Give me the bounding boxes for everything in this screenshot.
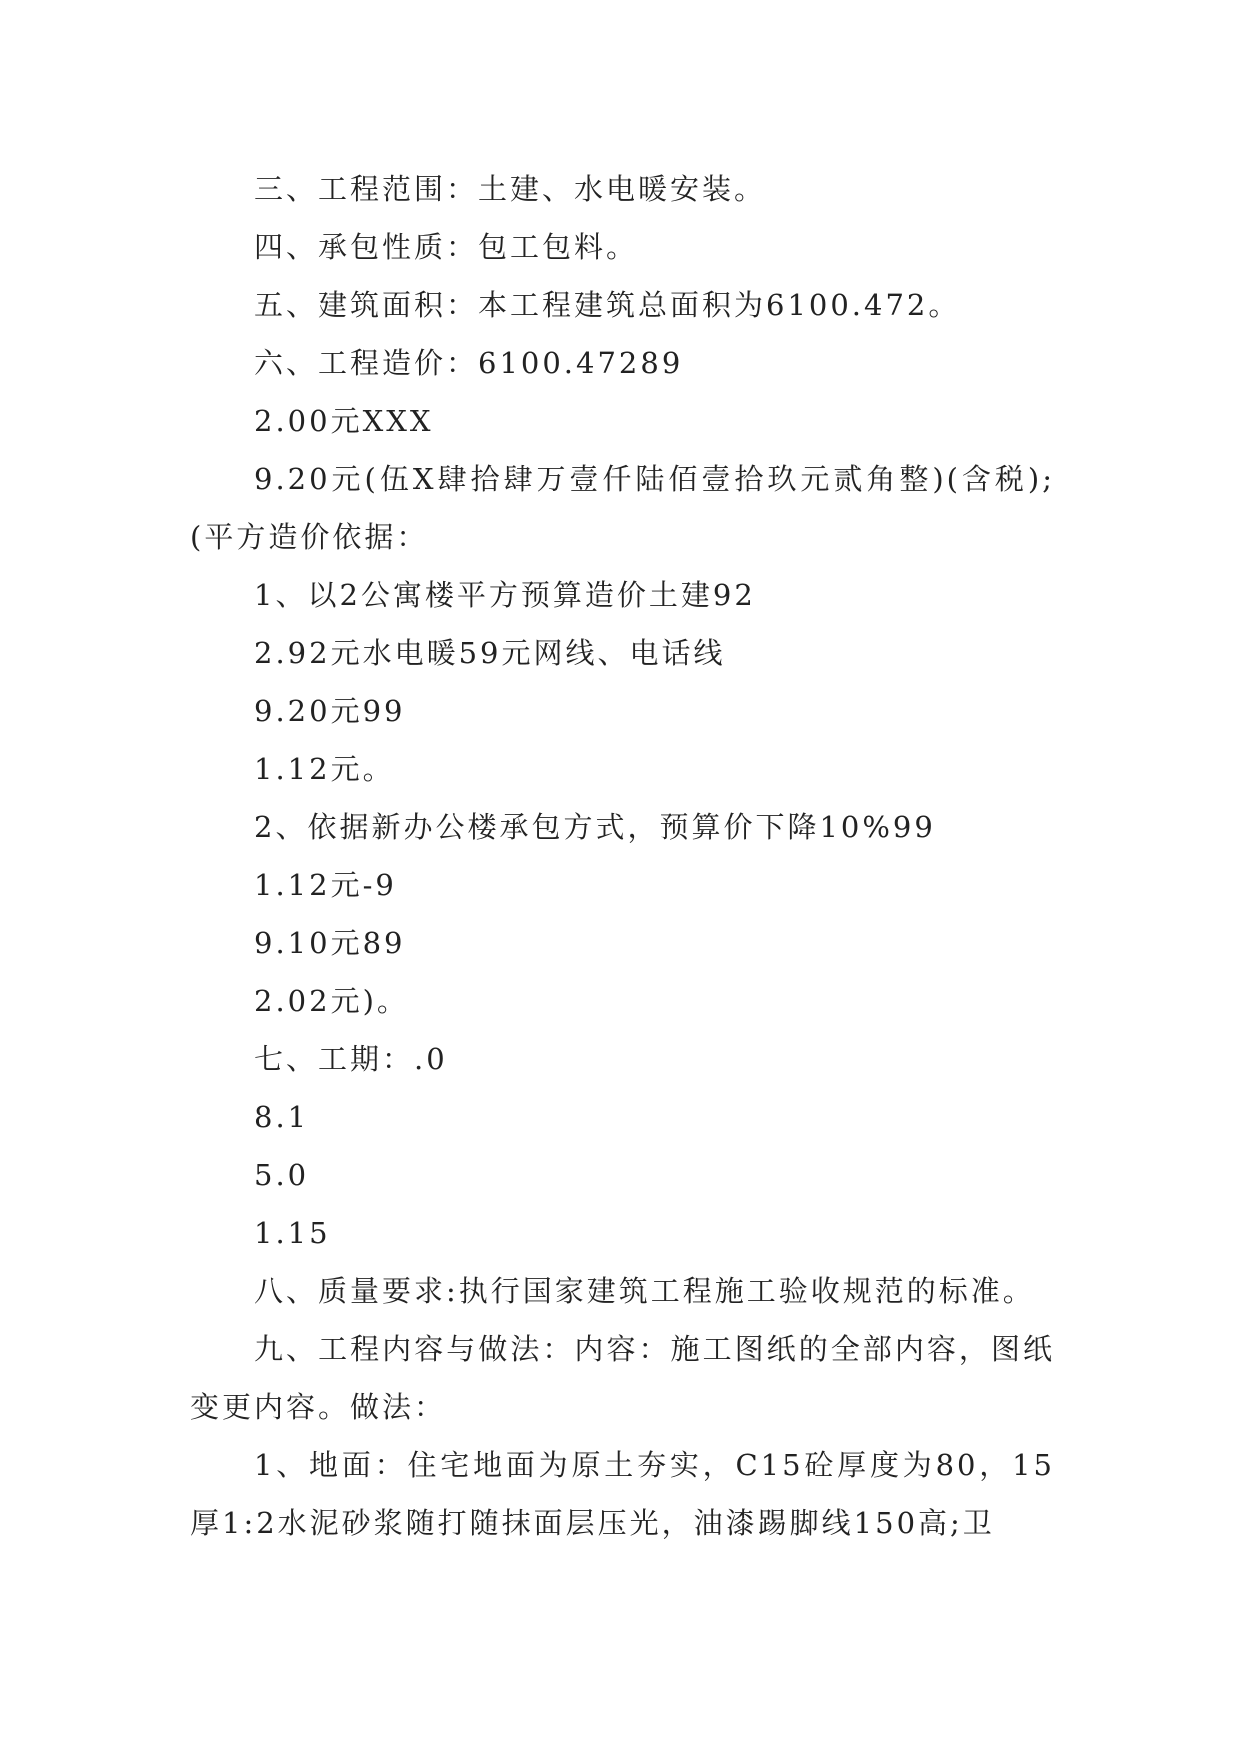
paragraph-basis-1: 1、以2公寓楼平方预算造价土建92 bbox=[254, 578, 756, 612]
paragraph-duration-value-1: 8.1 bbox=[254, 1100, 310, 1134]
paragraph-cost-in-words: 9.20元(伍X肆拾肆万壹仟陆佰壹拾玖元贰角整)(含税);(平方造价依据： bbox=[190, 462, 1055, 554]
paragraph-basis-1-value: 9.20元99 bbox=[254, 694, 406, 728]
paragraph-basis-1-cont: 2.92元水电暖59元网线、电话线 bbox=[254, 636, 726, 670]
paragraph-basis-1-total: 1.12元。 bbox=[254, 752, 395, 786]
paragraph-duration-value-3: 1.15 bbox=[254, 1216, 331, 1250]
paragraph-quality-requirements: 八、质量要求:执行国家建筑工程施工验收规范的标准。 bbox=[254, 1274, 1035, 1308]
paragraph-project-cost: 六、工程造价：6100.47289 bbox=[254, 346, 684, 380]
paragraph-floor-method: 1、地面：住宅地面为原土夯实，C15砼厚度为80，15厚1:2水泥砂浆随打随抹面层压光，油漆踢脚线150高;卫 bbox=[190, 1448, 1055, 1540]
paragraph-work-content: 九、工程内容与做法：内容：施工图纸的全部内容，图纸变更内容。做法： bbox=[190, 1332, 1055, 1424]
paragraph-contract-nature: 四、承包性质：包工包料。 bbox=[254, 230, 639, 264]
paragraph-duration-value-2: 5.0 bbox=[254, 1158, 310, 1192]
paragraph-basis-2: 2、依据新办公楼承包方式，预算价下降10%99 bbox=[254, 810, 936, 844]
paragraph-engineering-scope: 三、工程范围：土建、水电暖安装。 bbox=[254, 172, 767, 206]
paragraph-duration: 七、工期：.0 bbox=[254, 1042, 448, 1076]
paragraph-basis-2-total: 2.02元)。 bbox=[254, 984, 409, 1018]
document-body bbox=[190, 160, 1055, 1552]
paragraph-basis-2-value-1: 1.12元-9 bbox=[254, 868, 397, 902]
paragraph-basis-2-value-2: 9.10元89 bbox=[254, 926, 406, 960]
paragraph-cost-line-1: 2.00元XXX bbox=[254, 404, 434, 438]
paragraph-building-area: 五、建筑面积：本工程建筑总面积为6100.472。 bbox=[254, 288, 961, 322]
